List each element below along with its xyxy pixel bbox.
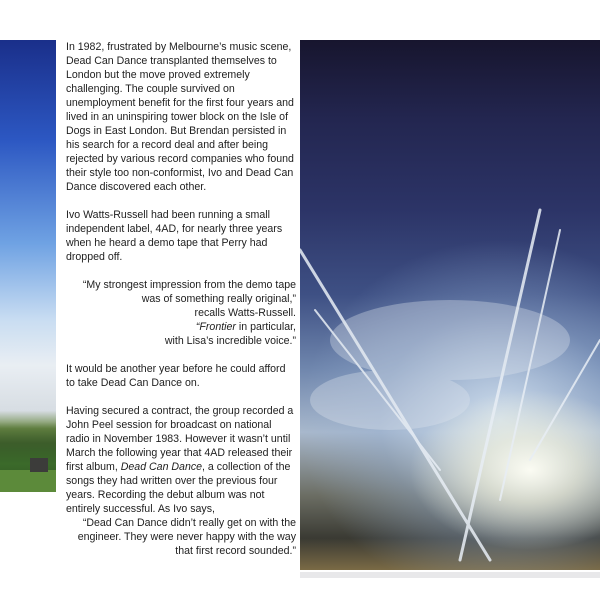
album-title: Dead Can Dance	[120, 461, 203, 473]
paragraph-4-a: Having secured a contract, the group recorded a John Peel session for broadcast on national radio in November 1983. However it wasn’t until March the following year that 4AD released their first album,	[66, 405, 294, 473]
right-contrail-photo	[300, 40, 600, 570]
field	[0, 470, 56, 492]
contrails	[300, 40, 600, 570]
paragraph-1: In 1982, frustrated by Melbourne’s music scene, Dead Can Dance transplanted themselves to London but the move proved extremely challenging. The couple survived on unemployment benefit for the first four years and lived in an uninspiring tower block on the Isle of Dogs in East London. But Brendan persisted in his search for a record deal and after being rejected by various record companies who found their style too non-conformist, Ivo and Dead Can Dance discovered each other.	[66, 41, 294, 193]
paragraph-3: It would be another year before he could afford to take Dead Can Dance on.	[66, 363, 286, 389]
quote-line-b: recalls Watts-Russell.	[194, 307, 296, 319]
pull-quote-2: “Dead Can Dance didn’t really get on with the engineer. They were never happy with the way that first record sounded.”	[77, 517, 296, 557]
quote-line-d: with Lisa’s incredible voice.”	[164, 335, 296, 347]
paragraph-2: Ivo Watts-Russell had been running a small independent label, 4AD, for nearly three years when he heard a demo tape that Perry had dropped off.	[66, 209, 283, 263]
quote-line-a: “My strongest impression from the demo tape was of something really original,”	[82, 279, 296, 305]
paragraph-4-b: , a collection of the songs they had written over the previous four years. Recording the debut album was not entirely successful. As Ivo says,	[66, 461, 291, 515]
pull-quote-1	[66, 278, 296, 348]
house	[30, 458, 48, 472]
quote-italic: “Frontier	[195, 321, 236, 333]
quote-line-c-rest: in particular,	[235, 321, 296, 333]
paragraph-4	[66, 404, 296, 516]
bottom-strip	[300, 572, 600, 578]
article-text	[66, 40, 296, 558]
quote-line-c	[66, 320, 296, 334]
left-sky-photo	[0, 40, 56, 492]
